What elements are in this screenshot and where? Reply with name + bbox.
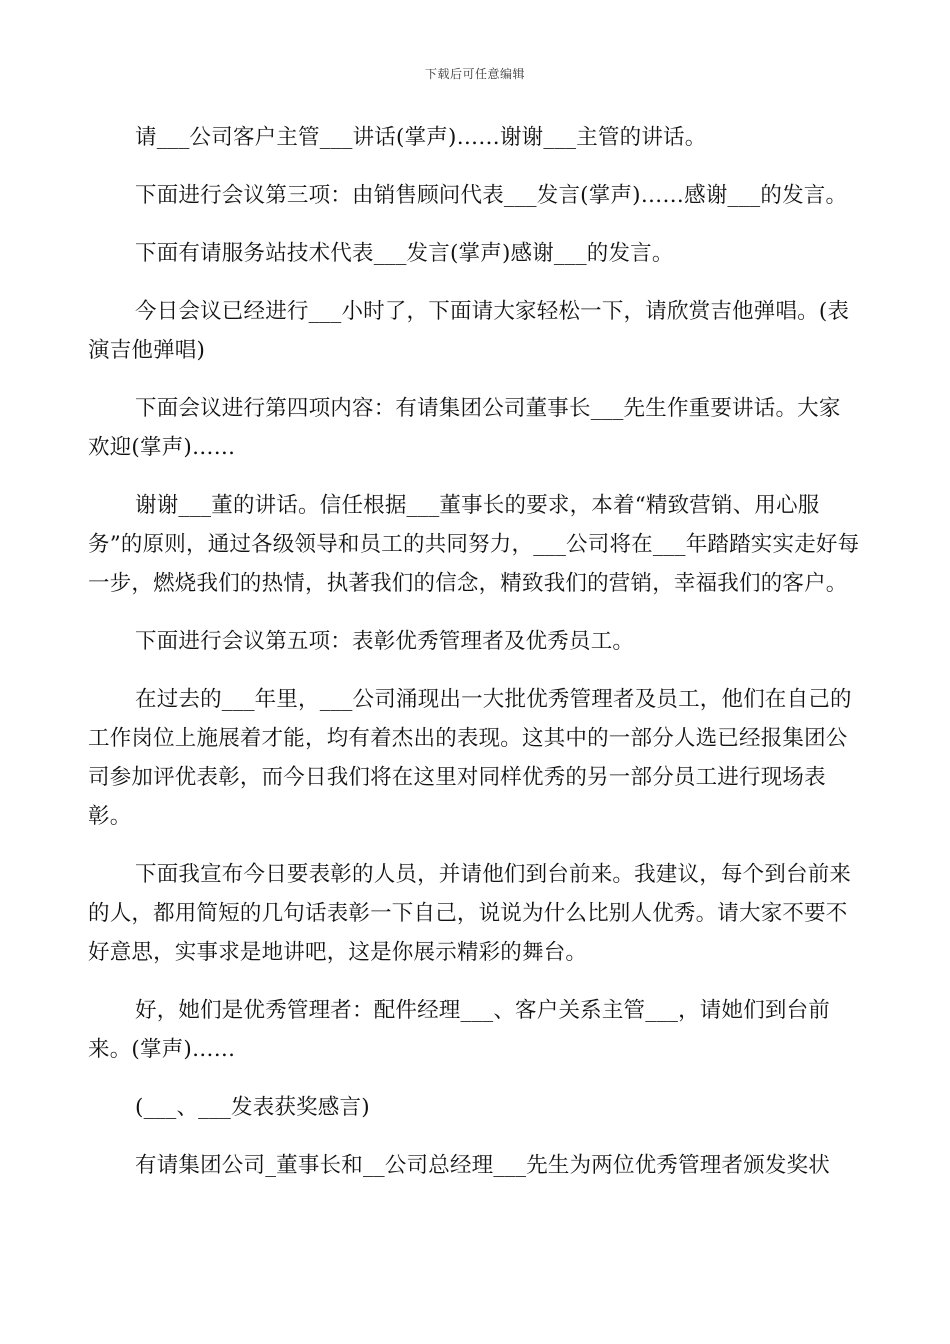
paragraph: 下面进行会议第三项：由销售顾问代表___发言(掌声)……感谢___的发言。: [135, 183, 848, 208]
paragraph: 下面进行会议第五项：表彰优秀管理者及优秀员工。: [135, 629, 635, 654]
paragraph: 请___公司客户主管___讲话(掌声)……谢谢___主管的讲话。: [135, 125, 707, 150]
paragraph: 下面有请服务站技术代表___发言(掌声)感谢___的发言。: [135, 241, 674, 266]
paragraph: (___、___发表获奖感言): [135, 1095, 370, 1120]
paragraph: 谢谢___董的讲话。信任根据___董事长的要求，本着“精致营销、用心服务”的原则，通过各级领导和员工的共同努力，___公司将在___年踏踏实实走好每一步，燃烧我们的热情，执著我们的信念，精致我们的营销，幸福我们的客户。: [88, 493, 860, 596]
header-note: 下载后可任意编辑: [424, 67, 525, 81]
document-body: [88, 118, 860, 1204]
paragraph: 有请集团公司_董事长和__公司总经理___先生为两位优秀管理者颁发奖状: [135, 1153, 831, 1178]
paragraph: 下面会议进行第四项内容：有请集团公司董事长___先生作重要讲话。大家欢迎(掌声)……: [88, 396, 841, 460]
paragraph: 在过去的___年里，___公司涌现出一大批优秀管理者及员工，他们在自己的工作岗位上施展着才能，均有着杰出的表现。这其中的一部分人选已经报集团公司参加评优表彰，而今日我们将在这里对同样优秀的另一部分员工进行现场表彰。: [88, 687, 852, 829]
paragraph: 今日会议已经进行___小时了，下面请大家轻松一下，请欣赏吉他弹唱。(表演吉他弹唱): [88, 299, 850, 363]
paragraph: 下面我宣布今日要表彰的人员，并请他们到台前来。我建议，每个到台前来的人，都用简短的几句话表彰一下自己，说说为什么比别人优秀。请大家不要不好意思，实事求是地讲吧，这是你展示精彩的舞台。: [88, 862, 852, 965]
paragraph: 好，她们是优秀管理者：配件经理___、客户关系主管___，请她们到台前来。(掌声)……: [88, 998, 831, 1062]
